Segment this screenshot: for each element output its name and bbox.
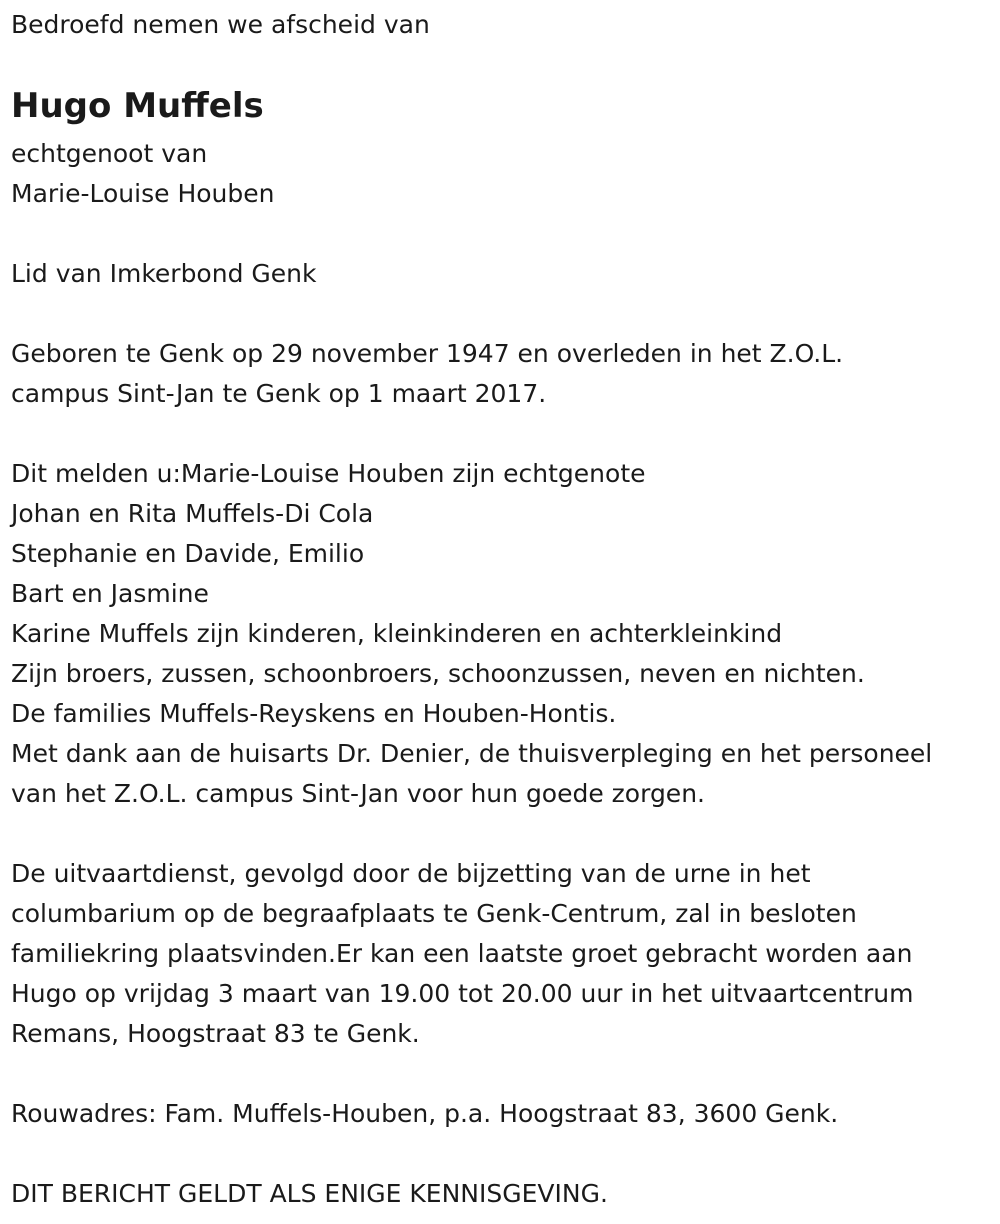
announcer-line: De families Muffels-Reyskens en Houben-Hontis. [11,699,617,728]
membership-text: Lid van Imkerbond Genk [11,259,317,288]
spouse-label: echtgenoot van [11,139,208,168]
deceased-name: Hugo Muffels [11,86,264,126]
service-line: familiekring plaatsvinden.Er kan een laatste groet gebracht worden aan [11,939,913,968]
notice-text: DIT BERICHT GELDT ALS ENIGE KENNISGEVING. [11,1179,608,1208]
announcer-line: Zijn broers, zussen, schoonbroers, schoonzussen, neven en nichten. [11,659,865,688]
announcer-line: Johan en Rita Muffels-Di Cola [11,499,374,528]
birth-death-line: Geboren te Genk op 29 november 1947 en overleden in het Z.O.L. [11,339,844,368]
announcer-line: Bart en Jasmine [11,579,209,608]
announcer-line: Dit melden u:Marie-Louise Houben zijn echtgenote [11,459,646,488]
announcer-line: Stephanie en Davide, Emilio [11,539,365,568]
service-line: Remans, Hoogstraat 83 te Genk. [11,1019,420,1048]
service-line: Hugo op vrijdag 3 maart van 19.00 tot 20.00 uur in het uitvaartcentrum [11,979,914,1008]
birth-death-line: campus Sint-Jan te Genk op 1 maart 2017. [11,379,547,408]
mourning-address: Rouwadres: Fam. Muffels-Houben, p.a. Hoogstraat 83, 3600 Genk. [11,1099,839,1128]
announcer-line: Met dank aan de huisarts Dr. Denier, de thuisverpleging en het personeel [11,739,933,768]
intro-text: Bedroefd nemen we afscheid van [11,10,430,39]
announcer-line: Karine Muffels zijn kinderen, kleinkinderen en achterkleinkind [11,619,783,648]
spouse-name: Marie-Louise Houben [11,179,275,208]
service-line: De uitvaartdienst, gevolgd door de bijzetting van de urne in het [11,859,811,888]
service-line: columbarium op de begraafplaats te Genk-Centrum, zal in besloten [11,899,857,928]
announcer-line: van het Z.O.L. campus Sint-Jan voor hun goede zorgen. [11,779,705,808]
